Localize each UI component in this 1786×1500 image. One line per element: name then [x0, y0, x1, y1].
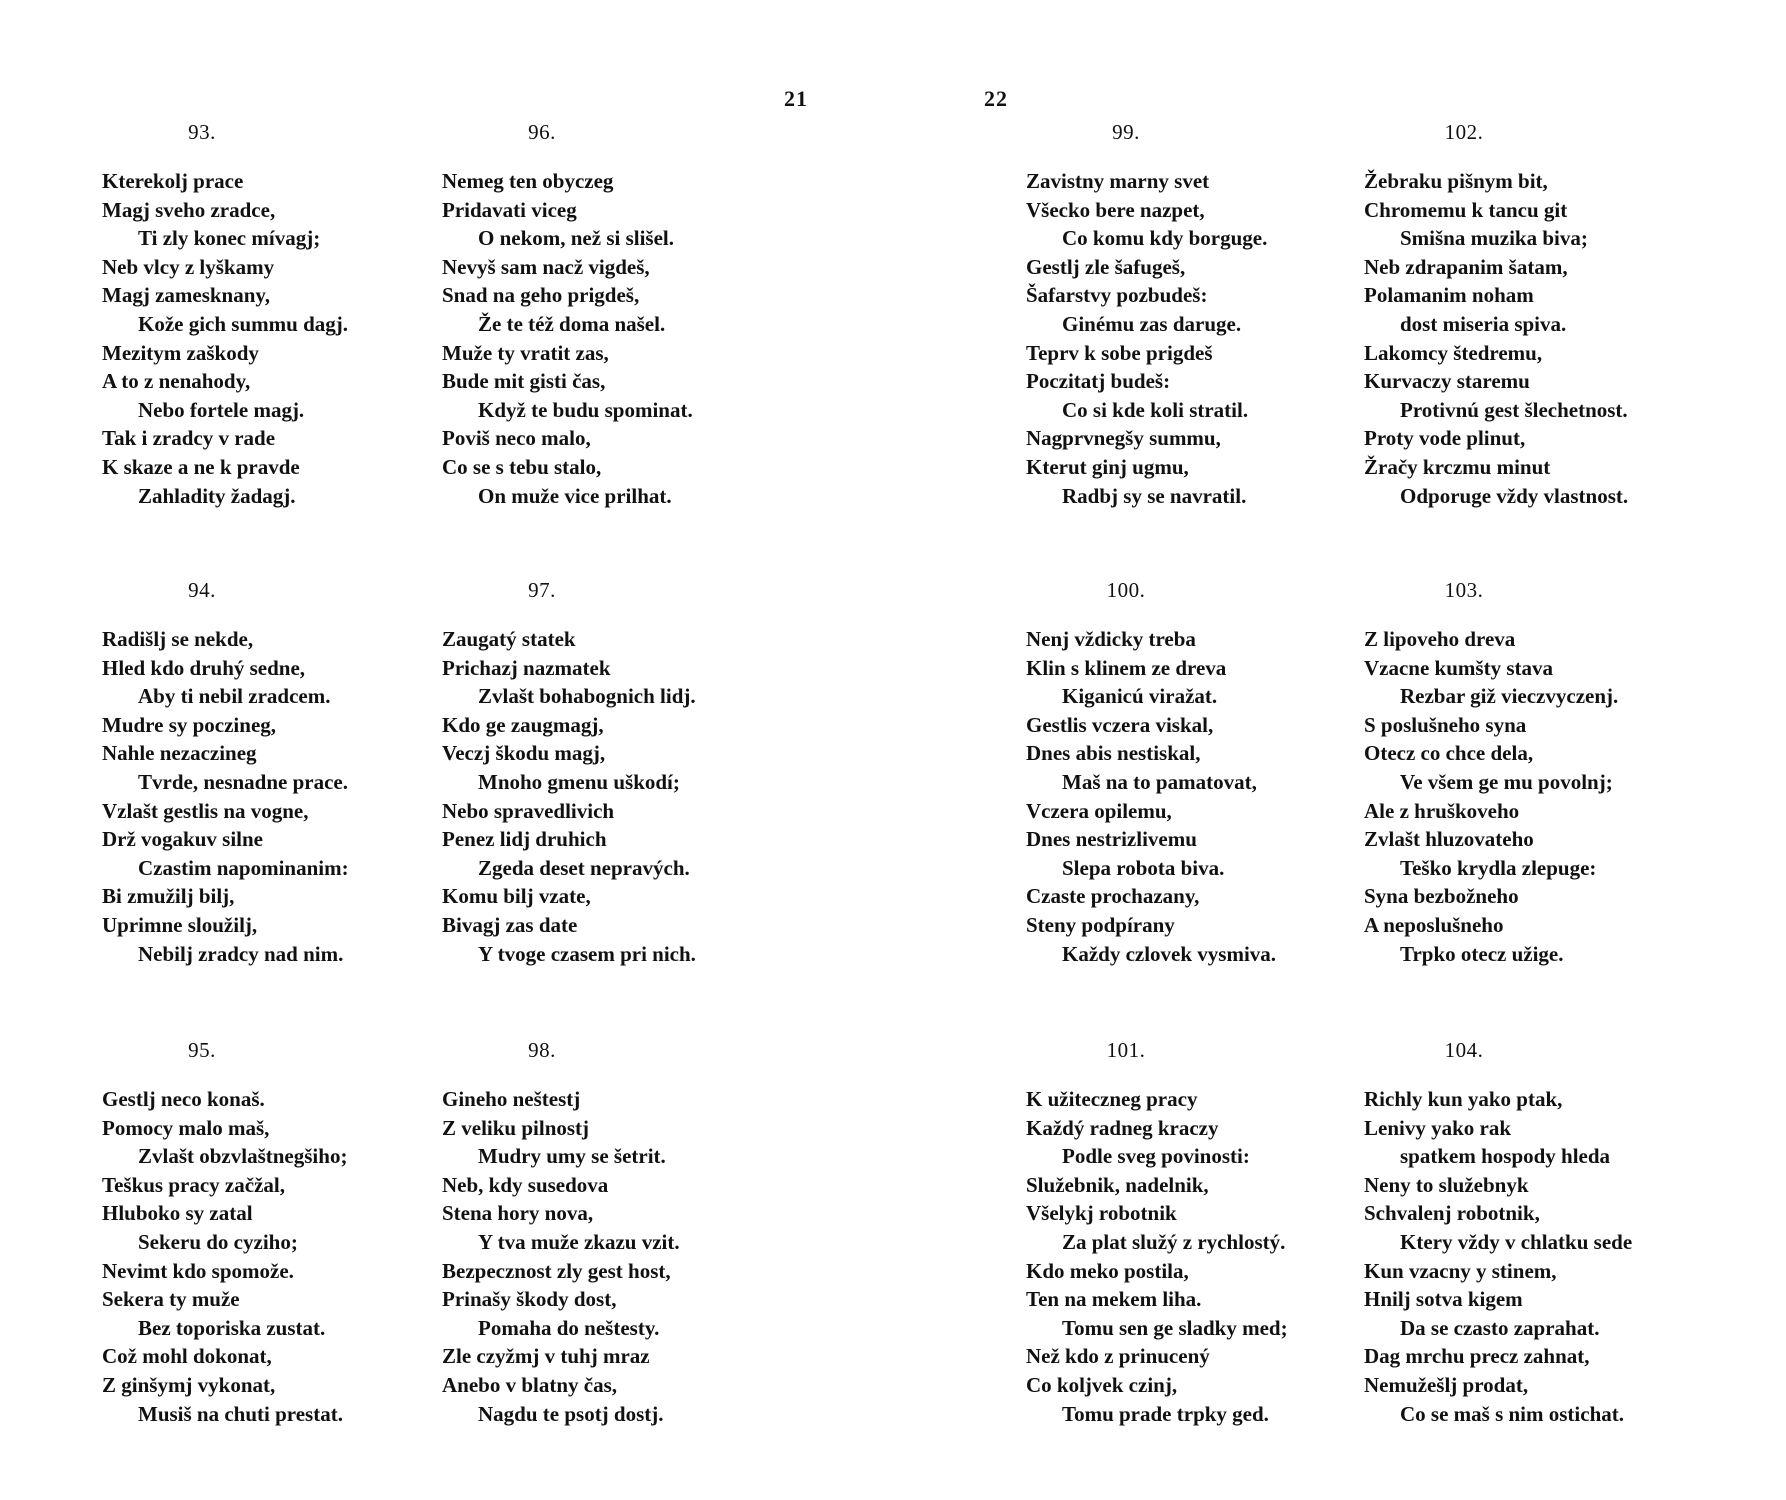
poem-line: Což mohl dokonat,: [102, 1344, 272, 1369]
poem-line: Aby ti nebil zradcem.: [138, 684, 331, 709]
poem-line: Kterut ginj ugmu,: [1026, 454, 1189, 479]
poem-line: Nemužešlj prodat,: [1364, 1372, 1529, 1397]
poem-line: Y tva muže zkazu vzit.: [478, 1229, 680, 1254]
poem-number: 99.: [1112, 120, 1140, 144]
poem-line: Bez toporiska zustat.: [138, 1315, 326, 1340]
poem-line: Kterekolj prace: [102, 169, 244, 193]
poem-line: Za plat služý z rychlostý.: [1062, 1229, 1286, 1254]
poem-line: Stena hory nova,: [442, 1201, 594, 1226]
poem-line: Žračy krczmu minut: [1364, 454, 1551, 479]
poem-line: Veczj škodu magj,: [442, 741, 606, 766]
poem-line: Lakomcy štedremu,: [1364, 340, 1543, 365]
poem-lines: [102, 1085, 402, 1428]
poem-lines: [102, 167, 402, 510]
poem-line: Šafarstvy pozbudeš:: [1026, 283, 1208, 308]
poem-line: Teškus pracy začžal,: [102, 1172, 285, 1197]
poem-line: Nemeg ten obyczeg: [442, 169, 614, 193]
poem-lines: [442, 167, 742, 510]
poem-line: Trpko otecz užige.: [1400, 941, 1564, 966]
poem-line: Zvlašt obzvlaštnegšiho;: [138, 1144, 348, 1169]
poem-line: Že te též doma našel.: [478, 311, 666, 336]
poem-number: 104.: [1444, 1038, 1484, 1062]
poem-line: Než kdo z prinucený: [1026, 1344, 1210, 1369]
poem-line: Schvalenj robotnik,: [1364, 1201, 1540, 1226]
poem-line: Mudry umy se šetrit.: [478, 1144, 666, 1169]
poem-line: Poczitatj budeš:: [1026, 369, 1171, 394]
poem-block: [1026, 578, 1326, 968]
poem-number: 98.: [528, 1038, 556, 1062]
poem-line: Mudre sy poczineg,: [102, 712, 277, 737]
poem-line: Syna bezbožneho: [1364, 884, 1519, 909]
poem-line: Služebnik, nadelnik,: [1026, 1172, 1209, 1197]
poem-line: Czastim napominanim:: [138, 855, 349, 880]
poem-line: Dag mrchu precz zahnat,: [1364, 1344, 1590, 1369]
poem-line: Nevimt kdo spomože.: [102, 1258, 294, 1283]
poem-line: Dnes nestrizlivemu: [1026, 827, 1197, 852]
poem-block: [442, 120, 742, 510]
poem-line: Zvlašt hluzovateho: [1364, 827, 1534, 852]
poem-line: Kiganicú viražat.: [1062, 684, 1218, 709]
poem-number: 94.: [188, 578, 216, 602]
poem-line: Polamanim noham: [1364, 283, 1534, 308]
poem-line: Smišna muzika biva;: [1400, 226, 1588, 251]
poem-line: Anebo v blatny čas,: [442, 1372, 618, 1397]
poem-line: Nebo fortele magj.: [138, 397, 305, 422]
poem-line: Bivagj zas date: [442, 912, 578, 937]
poem-line: Neb zdrapanim šatam,: [1364, 254, 1568, 279]
poem-line: Proty vode plinut,: [1364, 426, 1526, 451]
poem-line: Richly kun yako ptak,: [1364, 1087, 1563, 1111]
poem-line: Hluboko sy zatal: [102, 1201, 253, 1226]
poem-line: Co se maš s nim ostichat.: [1400, 1401, 1624, 1426]
poem-number: 93.: [188, 120, 216, 144]
poem-line: Bi zmužilj bilj,: [102, 884, 235, 909]
poem-line: Každy czlovek vysmiva.: [1062, 941, 1277, 966]
poem-line: Pomaha do neštesty.: [478, 1315, 660, 1340]
poem-line: Nebo spravedlivich: [442, 798, 615, 823]
poem-line: Dnes abis nestiskal,: [1026, 741, 1201, 766]
poem-line: Musiš na chuti prestat.: [138, 1401, 343, 1426]
poem-lines: [1364, 1085, 1664, 1428]
poem-line: Zahladity žadagj.: [138, 483, 296, 508]
poem-line: Bezpecznost zly gest host,: [442, 1258, 671, 1283]
poem-line: Zavistny marny svet: [1026, 169, 1210, 193]
poem-lines: [1026, 167, 1326, 510]
poem-line: Když te budu spominat.: [478, 397, 693, 422]
poem-number: 97.: [528, 578, 556, 602]
poem-line: Gestlj zle šafugeš,: [1026, 254, 1186, 279]
poem-line: Snad na geho prigdeš,: [442, 283, 640, 308]
poem-line: dost miseria spiva.: [1400, 311, 1567, 336]
poem-line: Tomu sen ge sladky med;: [1062, 1315, 1288, 1340]
poem-line: Tomu prade trpky ged.: [1062, 1401, 1269, 1426]
poem-block: [442, 578, 742, 968]
poem-line: Nagprvnegšy summu,: [1026, 426, 1221, 451]
poem-line: Každý radneg kraczy: [1026, 1115, 1219, 1140]
poem-line: Nagdu te psotj dostj.: [478, 1401, 664, 1426]
poem-line: Steny podpírany: [1026, 912, 1175, 937]
poem-line: Kun vzacny y stinem,: [1364, 1258, 1557, 1283]
poem-lines: [1026, 625, 1326, 968]
poem-line: Tvrde, nesnadne prace.: [138, 769, 348, 794]
poem-lines: [442, 625, 742, 968]
poem-line: Hled kdo druhý sedne,: [102, 655, 306, 680]
poem-line: Magj zamesknany,: [102, 283, 270, 308]
poem-line: Poviš neco malo,: [442, 426, 591, 451]
poem-line: Nebilj zradcy nad nim.: [138, 941, 344, 966]
page-number-left: 21: [784, 86, 808, 111]
poem-lines: [1364, 167, 1664, 510]
poem-line: Nevyš sam nacž vigdeš,: [442, 254, 650, 279]
poem-line: Z veliku pilnostj: [442, 1115, 590, 1140]
poem-line: Muže ty vratit zas,: [442, 340, 609, 365]
poem-line: Radbj sy se navratil.: [1062, 483, 1247, 508]
poem-line: Prichazj nazmatek: [442, 655, 611, 680]
poem-line: K skaze a ne k pravde: [102, 454, 300, 479]
poem-line: O nekom, než si slišel.: [478, 226, 675, 251]
poem-block: [1026, 1038, 1326, 1428]
poem-line: Slepa robota biva.: [1062, 855, 1225, 880]
poem-line: Co komu kdy borguge.: [1062, 226, 1268, 251]
poem-line: Da se czasto zaprahat.: [1400, 1315, 1600, 1340]
poem-line: Rezbar giž vieczvyczenj.: [1400, 684, 1619, 709]
poem-line: Sekeru do cyziho;: [138, 1229, 298, 1254]
poem-line: Bude mit gisti čas,: [442, 369, 606, 394]
poem-line: Vczera opilemu,: [1026, 798, 1172, 823]
poem-line: Protivnú gest šlechetnost.: [1400, 397, 1628, 422]
poem-line: Mezitym zaškody: [102, 340, 259, 365]
poem-line: Z ginšymj vykonat,: [102, 1372, 276, 1397]
poem-line: Vzlašt gestlis na vogne,: [102, 798, 309, 823]
poem-block: [1026, 120, 1326, 510]
poem-line: spatkem hospody hleda: [1400, 1144, 1611, 1169]
poem-line: Zle czyžmj v tuhj mraz: [442, 1344, 650, 1369]
poem-number: 101.: [1106, 1038, 1146, 1062]
poem-line: Uprimne sloužilj,: [102, 912, 258, 937]
poem-line: Neb, kdy susedova: [442, 1172, 609, 1197]
poem-lines: [442, 1085, 742, 1428]
poem-line: Maš na to pamatovat,: [1062, 769, 1257, 794]
poem-line: Co si kde koli stratil.: [1062, 397, 1249, 422]
poem-line: Ginému zas daruge.: [1062, 311, 1242, 336]
poem-line: Pridavati viceg: [442, 197, 577, 222]
poem-line: Radišlj se nekde,: [102, 627, 254, 651]
poem-line: Kdo meko postila,: [1026, 1258, 1189, 1283]
poem-number: 103.: [1444, 578, 1484, 602]
poem-line: Všelykj robotnik: [1026, 1201, 1177, 1226]
poem-line: Teprv k sobe prigdeš: [1026, 340, 1213, 365]
poem-line: Ktery vždy v chlatku sede: [1400, 1229, 1633, 1254]
poem-line: Zvlašt bohabognich lidj.: [478, 684, 696, 709]
poem-line: Pomocy malo maš,: [102, 1115, 270, 1140]
poem-line: Nenj vždicky treba: [1026, 627, 1196, 651]
poem-line: Kdo ge zaugmagj,: [442, 712, 604, 737]
poem-line: Y tvoge czasem pri nich.: [478, 941, 696, 966]
poem-block: [1364, 120, 1664, 510]
poem-line: Kurvaczy staremu: [1364, 369, 1530, 394]
poem-line: Vzacne kumšty stava: [1364, 655, 1553, 680]
poem-line: Všecko bere nazpet,: [1026, 197, 1205, 222]
poem-line: Nahle nezaczineg: [102, 741, 257, 766]
poem-line: Žebraku pišnym bit,: [1364, 169, 1548, 193]
poem-line: Zaugatý statek: [442, 627, 576, 651]
poem-line: Magj sveho zradce,: [102, 197, 276, 222]
poem-line: Neb vlcy z lyškamy: [102, 254, 275, 279]
poem-line: Penez lidj druhich: [442, 827, 607, 852]
poem-line: Tak i zradcy v rade: [102, 426, 276, 451]
poem-line: Klin s klinem ze dreva: [1026, 655, 1227, 680]
poem-line: Drž vogakuv silne: [102, 827, 264, 852]
poem-line: Lenivy yako rak: [1364, 1115, 1512, 1140]
poem-block: [1364, 578, 1664, 968]
poem-line: Odporuge vždy vlastnost.: [1400, 483, 1629, 508]
poem-line: Teško krydla zlepuge:: [1400, 855, 1597, 880]
poem-line: Neny to služebnyk: [1364, 1172, 1529, 1197]
poem-line: Ten na mekem liha.: [1026, 1287, 1202, 1312]
poem-number: 96.: [528, 120, 556, 144]
poem-number: 102.: [1444, 120, 1484, 144]
poem-block: [442, 1038, 742, 1428]
poem-line: K užiteczneg pracy: [1026, 1087, 1198, 1111]
poem-line: A neposlušneho: [1364, 912, 1504, 937]
poem-number: 95.: [188, 1038, 216, 1062]
poem-lines: [1364, 625, 1664, 968]
poem-lines: [102, 625, 402, 968]
poem-line: Kože gich summu dagj.: [138, 311, 348, 336]
poem-lines: [1026, 1085, 1326, 1428]
poem-line: Sekera ty muže: [102, 1287, 240, 1312]
poem-line: Prinašy škody dost,: [442, 1287, 617, 1312]
poem-line: Zgeda deset nepravých.: [478, 855, 690, 880]
poem-line: A to z nenahody,: [102, 369, 251, 394]
poem-block: [1364, 1038, 1664, 1428]
poem-block: [102, 1038, 402, 1428]
poem-line: Ti zly konec mívagj;: [138, 226, 321, 251]
page-number-right: 22: [984, 86, 1008, 111]
poem-line: Chromemu k tancu git: [1364, 197, 1568, 222]
poem-line: Z lipoveho dreva: [1364, 627, 1516, 651]
poem-line: Co koljvek czinj,: [1026, 1372, 1178, 1397]
poem-block: [102, 120, 402, 510]
poem-line: Czaste prochazany,: [1026, 884, 1200, 909]
poem-line: Ve všem ge mu povolnj;: [1400, 769, 1613, 794]
poem-line: Mnoho gmenu uškodí;: [478, 769, 680, 794]
poem-line: Gestlj neco konaš.: [102, 1087, 265, 1111]
poem-line: Hnilj sotva kigem: [1364, 1287, 1523, 1312]
poem-line: Komu bilj vzate,: [442, 884, 591, 909]
poem-line: Otecz co chce dela,: [1364, 741, 1534, 766]
poem-line: Co se s tebu stalo,: [442, 454, 602, 479]
poem-line: Ale z hruškoveho: [1364, 798, 1520, 823]
poem-line: S poslušneho syna: [1364, 712, 1527, 737]
poem-line: On muže vice prilhat.: [478, 483, 672, 508]
poem-block: [102, 578, 402, 968]
poem-line: Gestlis vczera viskal,: [1026, 712, 1214, 737]
poem-line: Podle sveg povinosti:: [1062, 1144, 1250, 1169]
poem-line: Gineho neštestj: [442, 1087, 581, 1111]
poem-number: 100.: [1106, 578, 1146, 602]
